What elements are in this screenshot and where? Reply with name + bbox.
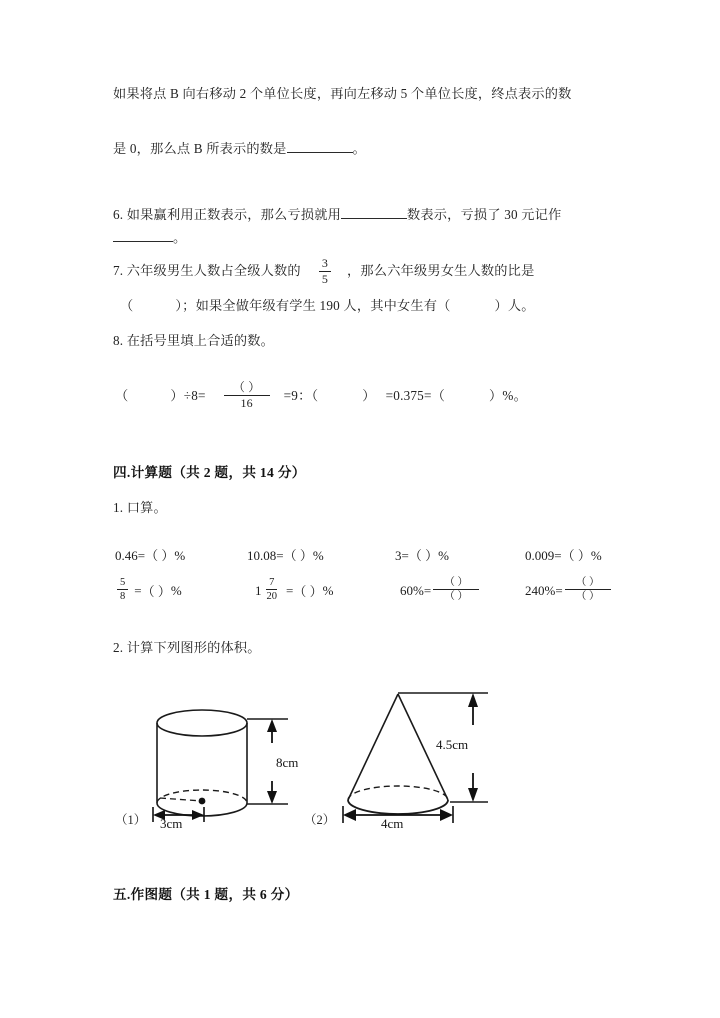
q7-fraction-numerator: 3 — [319, 257, 331, 272]
figure-1-label: （1） — [115, 813, 147, 827]
item4-bracket[interactable]: （ ） — [561, 548, 591, 563]
oral-calc-item-1 — [115, 545, 185, 564]
cone-height-arrow-up-head — [468, 693, 478, 707]
item7-fraction — [433, 577, 479, 602]
figure-2-label: （2） — [304, 813, 336, 827]
section-four-q1-prompt: 1. 口算。 — [113, 500, 167, 515]
cylinder-height-label: 8cm — [276, 755, 299, 770]
item8-num[interactable]: （ ） — [565, 577, 611, 590]
item3-unit: % — [438, 548, 449, 563]
cone-svg — [310, 685, 510, 825]
q7-text-pre: 7. 六年级男生人数占全级人数的 — [113, 263, 301, 279]
q7-text-c: ）人。 — [494, 298, 535, 313]
item3-bracket[interactable]: （ ） — [408, 548, 439, 563]
item6-whole: 1 — [255, 582, 262, 598]
cylinder-top-ellipse — [157, 710, 247, 736]
q5-continuation-line1: 如果将点 B 向右移动 2 个单位长度，再向左移动 5 个单位长度，终点表示的数 — [113, 86, 572, 101]
item7-num[interactable]: （ ） — [433, 577, 479, 590]
q6-blank-2[interactable] — [113, 228, 173, 242]
q8-fraction-numerator[interactable]: （ ） — [224, 381, 270, 396]
item2-unit: % — [312, 548, 324, 563]
q6-line2 — [113, 228, 186, 248]
item4-unit: % — [590, 548, 602, 563]
q8-text-6: ）%。 — [489, 388, 527, 404]
section-four-q2-prompt: 2. 计算下列图形的体积。 — [113, 640, 261, 655]
cylinder-center-dot — [199, 798, 206, 805]
section-five-heading: 五.作图题（共 1 题，共 6 分） — [113, 887, 299, 902]
cone-width-label: 4cm — [378, 816, 406, 832]
oral-calc-item-7 — [400, 578, 481, 603]
item1-left: 0.46= — [115, 548, 146, 563]
cylinder-bottom-front-arc — [157, 803, 247, 816]
cone-width-arrow-left-head — [343, 809, 356, 821]
q8-fraction — [224, 381, 270, 409]
cone-height-label: 4.5cm — [436, 737, 469, 752]
item5-unit: % — [170, 582, 182, 598]
figure-cone — [304, 685, 510, 831]
cylinder-width-label: 3cm — [160, 816, 183, 831]
q5-answer-blank[interactable] — [287, 139, 353, 153]
q6-text-pre: 6. 如果赢利用正数表示，那么亏损就用 — [113, 207, 341, 222]
item2-left: 10.08= — [247, 548, 284, 563]
item5-eq: = — [134, 582, 142, 598]
q7-text-b: ）；如果全做年级有学生 190 人，其中女生有（ — [175, 298, 451, 313]
cylinder-radius-line — [160, 798, 202, 801]
cone-width-arrow-right-head — [440, 809, 453, 821]
item8-fraction — [565, 577, 611, 602]
item5-fraction — [117, 577, 128, 602]
q7-line1 — [113, 258, 534, 286]
item2-bracket[interactable]: （ ） — [283, 548, 313, 563]
q8-text-5: =0.375=（ — [385, 388, 445, 404]
item6-den: 20 — [266, 591, 277, 603]
item4-left: 0.009= — [525, 548, 562, 563]
item6-mixed-number — [255, 578, 282, 603]
oral-calc-item-2 — [247, 545, 324, 564]
item8-den[interactable]: （ ） — [575, 591, 600, 603]
q7-text-mid: ，那么六年级男女生人数的比是 — [347, 263, 535, 279]
q6-line1 — [113, 205, 561, 225]
section-four-heading: 四.计算题（共 2 题，共 14 分） — [113, 465, 306, 480]
oral-calc-item-4 — [525, 545, 602, 564]
cylinder-height-arrow-down-head — [267, 791, 277, 804]
q8-prompt: 8. 在括号里填上合适的数。 — [113, 333, 275, 348]
item1-bracket[interactable]: （ ） — [145, 548, 175, 563]
item6-bracket[interactable]: （ ） — [293, 584, 323, 600]
cone-left-side — [348, 694, 398, 800]
item7-den[interactable]: （ ） — [444, 591, 468, 603]
item8-left: 240% — [525, 582, 556, 598]
q8-text-3: =9：（ — [283, 388, 319, 404]
q5-continuation-line2 — [113, 139, 366, 159]
item5-num: 5 — [117, 577, 128, 590]
cone-base-front-arc — [348, 800, 448, 814]
cylinder-width-arrow-right-head — [192, 810, 204, 820]
oral-calc-item-3 — [395, 545, 449, 564]
oral-calc-item-6 — [255, 578, 333, 603]
item6-fraction — [264, 577, 281, 602]
item8-eq: = — [555, 582, 563, 598]
oral-calc-item-8 — [525, 578, 613, 603]
q8-paren-open[interactable]: （ — [115, 388, 129, 404]
item1-unit: % — [174, 548, 186, 563]
q8-text-2: ）÷8= — [170, 388, 206, 404]
oral-calc-item-5 — [115, 578, 182, 603]
item6-eq: = — [286, 582, 294, 598]
q8-expression — [115, 382, 527, 410]
q8-text-4: ） — [362, 388, 376, 404]
q8-fraction-denominator: 16 — [240, 395, 253, 410]
q7-fraction — [319, 257, 331, 285]
figure-cylinder — [115, 685, 310, 831]
q7-line2 — [120, 296, 535, 316]
q6-text-mid: 数表示，亏损了 30 元记作 — [407, 207, 562, 222]
cone-height-arrow-down-head — [468, 788, 478, 802]
q6-blank-1[interactable] — [341, 205, 407, 219]
item5-den: 8 — [120, 591, 126, 603]
item5-bracket[interactable]: （ ） — [141, 584, 171, 600]
q7-fraction-denominator: 5 — [321, 271, 329, 286]
q6-text-post: 。 — [173, 230, 187, 245]
item6-num: 7 — [266, 577, 277, 590]
cone-base-back-arc — [348, 786, 448, 800]
q7-paren-open[interactable]: （ — [120, 298, 134, 313]
q5-line2-period: 。 — [352, 141, 366, 156]
cylinder-height-arrow-up-head — [267, 719, 277, 732]
item3-left: 3= — [395, 548, 409, 563]
item7-eq: = — [423, 582, 432, 598]
q5-line2-text: 是 0，那么点 B 所表示的数是 — [113, 141, 287, 156]
item6-unit: % — [322, 582, 334, 598]
item7-left: 60% — [400, 582, 424, 598]
